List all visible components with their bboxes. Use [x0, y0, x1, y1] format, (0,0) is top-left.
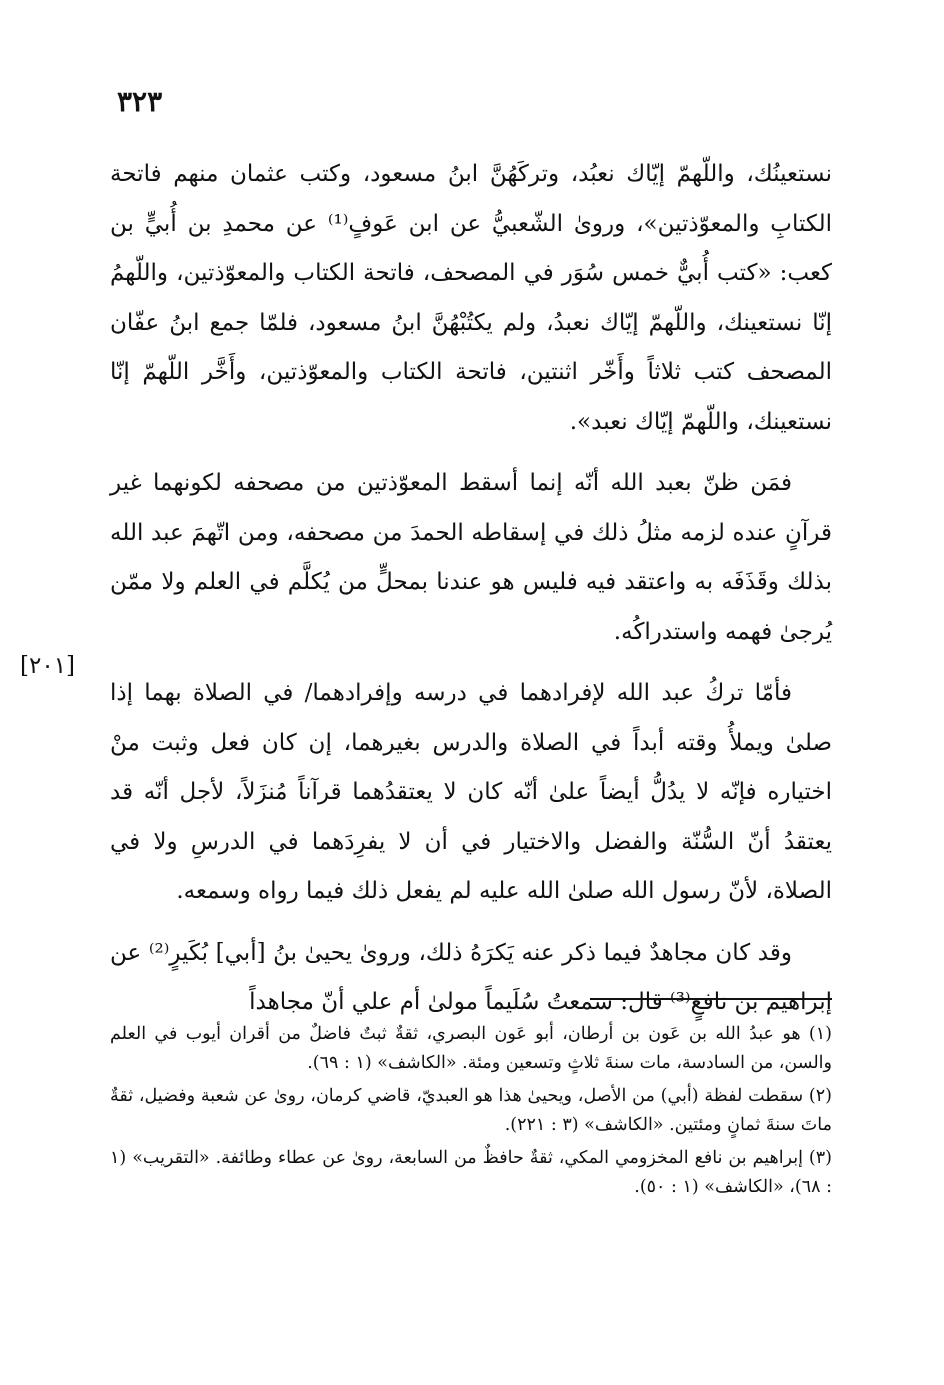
- margin-reference: [٢٠١]: [20, 653, 76, 679]
- paragraph: فأمّا تركُ عبد الله لإفرادهما في درسه وإفرادهما/ في الصلاة بهما إذا صلىٰ ويملأُ وقته أبداً في الصلاة والدرس بغيرهما، إن كان فعل وثبت منْ اختياره فإنّه لا يدُلُّ أيضاً علىٰ أنّه كان لا يعتقدُهما قرآناً مُنزَلاً، لأجل أنّه قد يعتقدُ أنّ السُّنّة والفضل والاختيار في أن لا يفرِدَهما في الدرسِ ولا في الصلاة، لأنّ رسول الله صلىٰ الله عليه لم يفعل ذلك فيما رواه وسمعه.: [110, 680, 832, 904]
- page-number: ٣٢٣: [117, 85, 163, 118]
- footnote: (٣) إبراهيم بن نافع المخزومي المكي، ثقةٌ حافظٌ من السابعة، روىٰ عن عطاء وطائفة. «التقريب» (١ : ٦٨)، «الكاشف» (١ : ٥٠).: [110, 1148, 832, 1197]
- footnotes: [110, 1020, 832, 1201]
- paragraph: فمَن ظنّ بعبد الله أنّه إنما أسقط المعوّذتين من مصحفه لكونهما غير قرآنٍ عنده لزمه مثلُ ذلك في إسقاطه الحمدَ من مصحفه، ومن اتّهمَ عبد الله بذلك وقَذَفَه به واعتقد فيه فليس هو عندنا بمحلٍّ من يُكلَّم في العلم ولا ممّن يُرجىٰ فهمه واستدراكُه.: [110, 470, 832, 645]
- paragraph: نستعينُك، واللّهمّ إيّاك نعبُد، وتركَهُنَّ ابنُ مسعود، وكتب عثمان منهم فاتحة الكتابِ والمعوّذتين»، وروىٰ الشّعبيُّ عن ابن عَوفٍ⁽¹⁾ عن محمدِ بن أُبيٍّ بن كعب: «كتب أُبيٌّ خمس سُوَر في المصحف، فاتحة الكتاب والمعوّذتين، واللّهمُ إنّا نستعينك، واللّهمّ إيّاك نعبدُ، ولم يكتُبْهُنَّ ابنُ مسعود، فلمّا جمع ابنُ عفّان المصحف كتب ثلاثاً وأَخّر اثنتين، فاتحة الكتاب والمعوّذتين، وأَخَّر اللّهمّ إنّا نستعينك، واللّهمّ إيّاك نعبد».: [110, 161, 832, 435]
- footnote-separator: [590, 998, 832, 1000]
- main-text: [110, 150, 832, 1028]
- footnote: (١) هو عبدُ الله بن عَون بن أرطان، أبو عَون البصري، ثقةٌ ثبتٌ فاضلٌ من أقران أيوب في العلم والسن، من السادسة، مات سنةَ ثلاثٍ وتسعين ومئة. «الكاشف» (١ : ٦٩).: [110, 1024, 832, 1073]
- footnote: (٢) سقطت لفظة (أبي) من الأصل، ويحيىٰ هذا هو العبديّ، قاضي كرمان، روىٰ عن شعبة وفضيل، ثقةٌ ماتَ سنةَ ثمانٍ ومئتين. «الكاشف» (٣ : ٢٢١).: [110, 1086, 832, 1135]
- paragraph: وقد كان مجاهدٌ فيما ذكر عنه يَكرَهُ ذلك، وروىٰ يحيىٰ بنُ [أبي] بُكَيرٍ⁽²⁾ عن إبراهيم بن نافعٍ⁽³⁾ قال: سمعتُ سُلَيماً مولىٰ أم علي أنّ مجاهداً: [110, 939, 832, 1015]
